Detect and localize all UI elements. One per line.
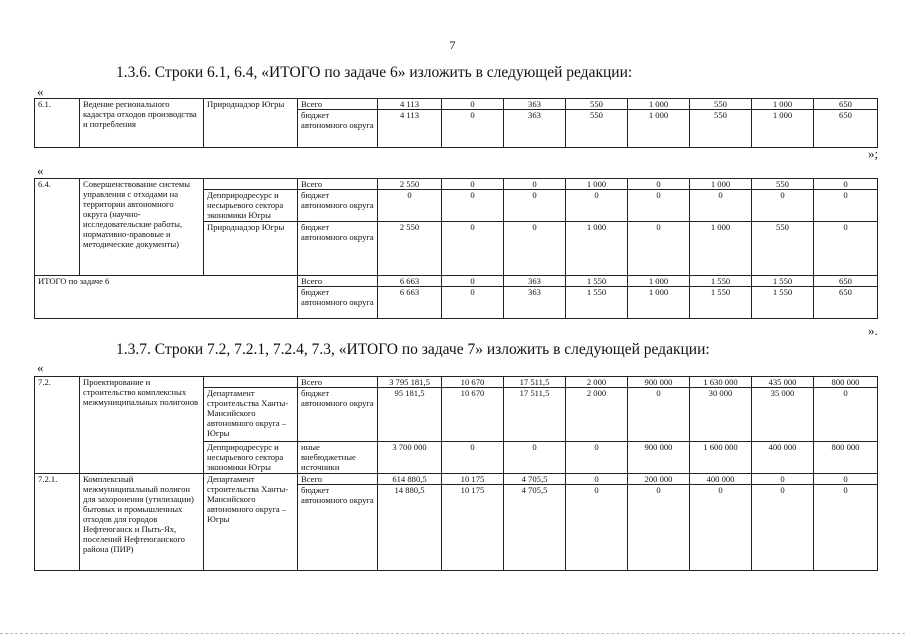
value-cell: 0 bbox=[814, 388, 878, 442]
value-cell: 0 bbox=[752, 190, 814, 222]
value-cell: 0 bbox=[566, 485, 628, 571]
funding-source: Всего bbox=[298, 377, 378, 388]
funding-source: Всего bbox=[298, 99, 378, 110]
value-cell: 1 600 000 bbox=[690, 442, 752, 474]
value-cell: 4 705,5 bbox=[504, 474, 566, 485]
value-cell: 400 000 bbox=[690, 474, 752, 485]
value-cell: 17 511,5 bbox=[504, 377, 566, 388]
funding-source: бюджет автономного округа bbox=[298, 110, 378, 148]
value-cell: 650 bbox=[814, 287, 878, 319]
value-cell: 0 bbox=[442, 442, 504, 474]
value-cell: 400 000 bbox=[752, 442, 814, 474]
value-cell: 0 bbox=[752, 474, 814, 485]
value-cell: 0 bbox=[814, 179, 878, 190]
value-cell: 1 550 bbox=[752, 287, 814, 319]
value-cell: 10 175 bbox=[442, 485, 504, 571]
funding-source: бюджет автономного округа bbox=[298, 222, 378, 276]
value-cell: 0 bbox=[504, 190, 566, 222]
executor: Депприродресурс и несырьевого сектора экономики Югры bbox=[204, 190, 298, 222]
value-cell: 550 bbox=[566, 99, 628, 110]
value-cell: 4 705,5 bbox=[504, 485, 566, 571]
value-cell: 363 bbox=[504, 110, 566, 148]
value-cell: 0 bbox=[442, 287, 504, 319]
value-cell: 1 000 bbox=[690, 179, 752, 190]
value-cell: 550 bbox=[690, 99, 752, 110]
value-cell: 1 550 bbox=[690, 287, 752, 319]
value-cell: 1 550 bbox=[752, 276, 814, 287]
value-cell: 650 bbox=[814, 276, 878, 287]
value-cell: 550 bbox=[752, 222, 814, 276]
executor bbox=[204, 179, 298, 190]
value-cell: 2 000 bbox=[566, 388, 628, 442]
funding-source: бюджет автономного округа bbox=[298, 287, 378, 319]
value-cell: 0 bbox=[566, 474, 628, 485]
value-cell: 0 bbox=[504, 179, 566, 190]
value-cell: 1 000 bbox=[628, 276, 690, 287]
value-cell: 1 000 bbox=[752, 99, 814, 110]
value-cell: 2 550 bbox=[378, 222, 442, 276]
value-cell: 435 000 bbox=[752, 377, 814, 388]
value-cell: 363 bbox=[504, 99, 566, 110]
activity-name: Совершенствование системы управления с отходами на территории автономного округа (научно-исследовательские работы, нормативно-правовые и методические документы) bbox=[80, 179, 204, 276]
table-rows-7 bbox=[34, 376, 878, 571]
activity-name: Комплексный межмуниципальный полигон для захоронения (утилизации) бытовых и промышленных отходов для городов Нефтеюганск и Пыть-Ях, поселений Нефтеюганского района (ПИР) bbox=[80, 474, 204, 571]
value-cell: 1 000 bbox=[628, 110, 690, 148]
value-cell: 800 000 bbox=[814, 377, 878, 388]
value-cell: 1 000 bbox=[752, 110, 814, 148]
value-cell: 14 880,5 bbox=[378, 485, 442, 571]
funding-source: Всего bbox=[298, 474, 378, 485]
value-cell: 0 bbox=[442, 110, 504, 148]
value-cell: 0 bbox=[814, 474, 878, 485]
value-cell: 550 bbox=[752, 179, 814, 190]
value-cell: 10 175 bbox=[442, 474, 504, 485]
value-cell: 10 670 bbox=[442, 377, 504, 388]
value-cell: 3 700 000 bbox=[378, 442, 442, 474]
value-cell: 0 bbox=[566, 190, 628, 222]
value-cell: 0 bbox=[814, 485, 878, 571]
value-cell: 0 bbox=[628, 222, 690, 276]
section-136-heading: 1.3.6. Строки 6.1, 6.4, «ИТОГО по задаче 6» изложить в следующей редакции: bbox=[116, 64, 633, 81]
value-cell: 1 000 bbox=[628, 99, 690, 110]
open-quote-2: « bbox=[37, 163, 44, 178]
task-6-total-label: ИТОГО по задаче 6 bbox=[35, 276, 298, 319]
table-row-6-1 bbox=[34, 98, 878, 148]
value-cell: 0 bbox=[442, 190, 504, 222]
value-cell: 0 bbox=[690, 485, 752, 571]
value-cell: 0 bbox=[442, 179, 504, 190]
value-cell: 2 000 bbox=[566, 377, 628, 388]
value-cell: 363 bbox=[504, 287, 566, 319]
activity-name: Ведение регионального кадастра отходов производства и потребления bbox=[80, 99, 204, 148]
funding-source: Всего bbox=[298, 276, 378, 287]
value-cell: 3 795 181,5 bbox=[378, 377, 442, 388]
funding-source: бюджет автономного округа bbox=[298, 190, 378, 222]
value-cell: 4 113 bbox=[378, 110, 442, 148]
value-cell: 1 550 bbox=[566, 276, 628, 287]
value-cell: 0 bbox=[628, 179, 690, 190]
close-mark-2: ». bbox=[868, 323, 878, 338]
value-cell: 0 bbox=[752, 485, 814, 571]
executor: Депприродресурс и несырьевого сектора экономики Югры bbox=[204, 442, 298, 474]
value-cell: 4 113 bbox=[378, 99, 442, 110]
funding-source: бюджет автономного округа bbox=[298, 485, 378, 571]
value-cell: 0 bbox=[442, 276, 504, 287]
value-cell: 1 000 bbox=[690, 222, 752, 276]
row-number: 6.1. bbox=[35, 99, 80, 148]
row-number: 7.2.1. bbox=[35, 474, 80, 571]
value-cell: 30 000 bbox=[690, 388, 752, 442]
value-cell: 0 bbox=[504, 442, 566, 474]
funding-source: бюджет автономного округа bbox=[298, 388, 378, 442]
value-cell: 1 000 bbox=[566, 222, 628, 276]
value-cell: 0 bbox=[442, 99, 504, 110]
value-cell: 650 bbox=[814, 110, 878, 148]
value-cell: 0 bbox=[378, 190, 442, 222]
value-cell: 35 000 bbox=[752, 388, 814, 442]
open-quote-3: « bbox=[37, 360, 44, 375]
page-number: 7 bbox=[449, 38, 456, 52]
value-cell: 1 550 bbox=[690, 276, 752, 287]
activity-name: Проектирование и строительство комплексных межмуниципальных полигонов bbox=[80, 377, 204, 474]
value-cell: 0 bbox=[504, 222, 566, 276]
funding-source: иные внебюджетные источники bbox=[298, 442, 378, 474]
value-cell: 1 550 bbox=[566, 287, 628, 319]
value-cell: 363 bbox=[504, 276, 566, 287]
value-cell: 800 000 bbox=[814, 442, 878, 474]
row-number: 7.2. bbox=[35, 377, 80, 474]
value-cell: 0 bbox=[628, 485, 690, 571]
value-cell: 200 000 bbox=[628, 474, 690, 485]
close-mark-1: »; bbox=[868, 146, 879, 161]
executor: Природнадзор Югры bbox=[204, 99, 298, 148]
value-cell: 1 630 000 bbox=[690, 377, 752, 388]
table-row-6-4 bbox=[34, 178, 878, 319]
executor bbox=[204, 377, 298, 388]
value-cell: 0 bbox=[814, 190, 878, 222]
value-cell: 900 000 bbox=[628, 442, 690, 474]
executor: Департамент строительства Ханты-Мансийского автономного округа – Югры bbox=[204, 388, 298, 442]
value-cell: 1 000 bbox=[566, 179, 628, 190]
row-number: 6.4. bbox=[35, 179, 80, 276]
value-cell: 10 670 bbox=[442, 388, 504, 442]
value-cell: 0 bbox=[442, 222, 504, 276]
value-cell: 900 000 bbox=[628, 377, 690, 388]
value-cell: 0 bbox=[814, 222, 878, 276]
value-cell: 0 bbox=[566, 442, 628, 474]
value-cell: 550 bbox=[566, 110, 628, 148]
value-cell: 0 bbox=[628, 388, 690, 442]
value-cell: 6 663 bbox=[378, 287, 442, 319]
value-cell: 614 880,5 bbox=[378, 474, 442, 485]
scan-edge-line bbox=[0, 633, 905, 634]
value-cell: 95 181,5 bbox=[378, 388, 442, 442]
funding-source: Всего bbox=[298, 179, 378, 190]
value-cell: 0 bbox=[628, 190, 690, 222]
value-cell: 17 511,5 bbox=[504, 388, 566, 442]
value-cell: 2 550 bbox=[378, 179, 442, 190]
open-quote-1: « bbox=[37, 84, 44, 99]
section-137-heading: 1.3.7. Строки 7.2, 7.2.1, 7.2.4, 7.3, «ИТОГО по задаче 7» изложить в следующей редакции: bbox=[116, 341, 710, 358]
value-cell: 6 663 bbox=[378, 276, 442, 287]
executor: Природнадзор Югры bbox=[204, 222, 298, 276]
value-cell: 650 bbox=[814, 99, 878, 110]
value-cell: 1 000 bbox=[628, 287, 690, 319]
value-cell: 550 bbox=[690, 110, 752, 148]
executor: Департамент строительства Ханты-Мансийского автономного округа – Югры bbox=[204, 474, 298, 571]
value-cell: 0 bbox=[690, 190, 752, 222]
